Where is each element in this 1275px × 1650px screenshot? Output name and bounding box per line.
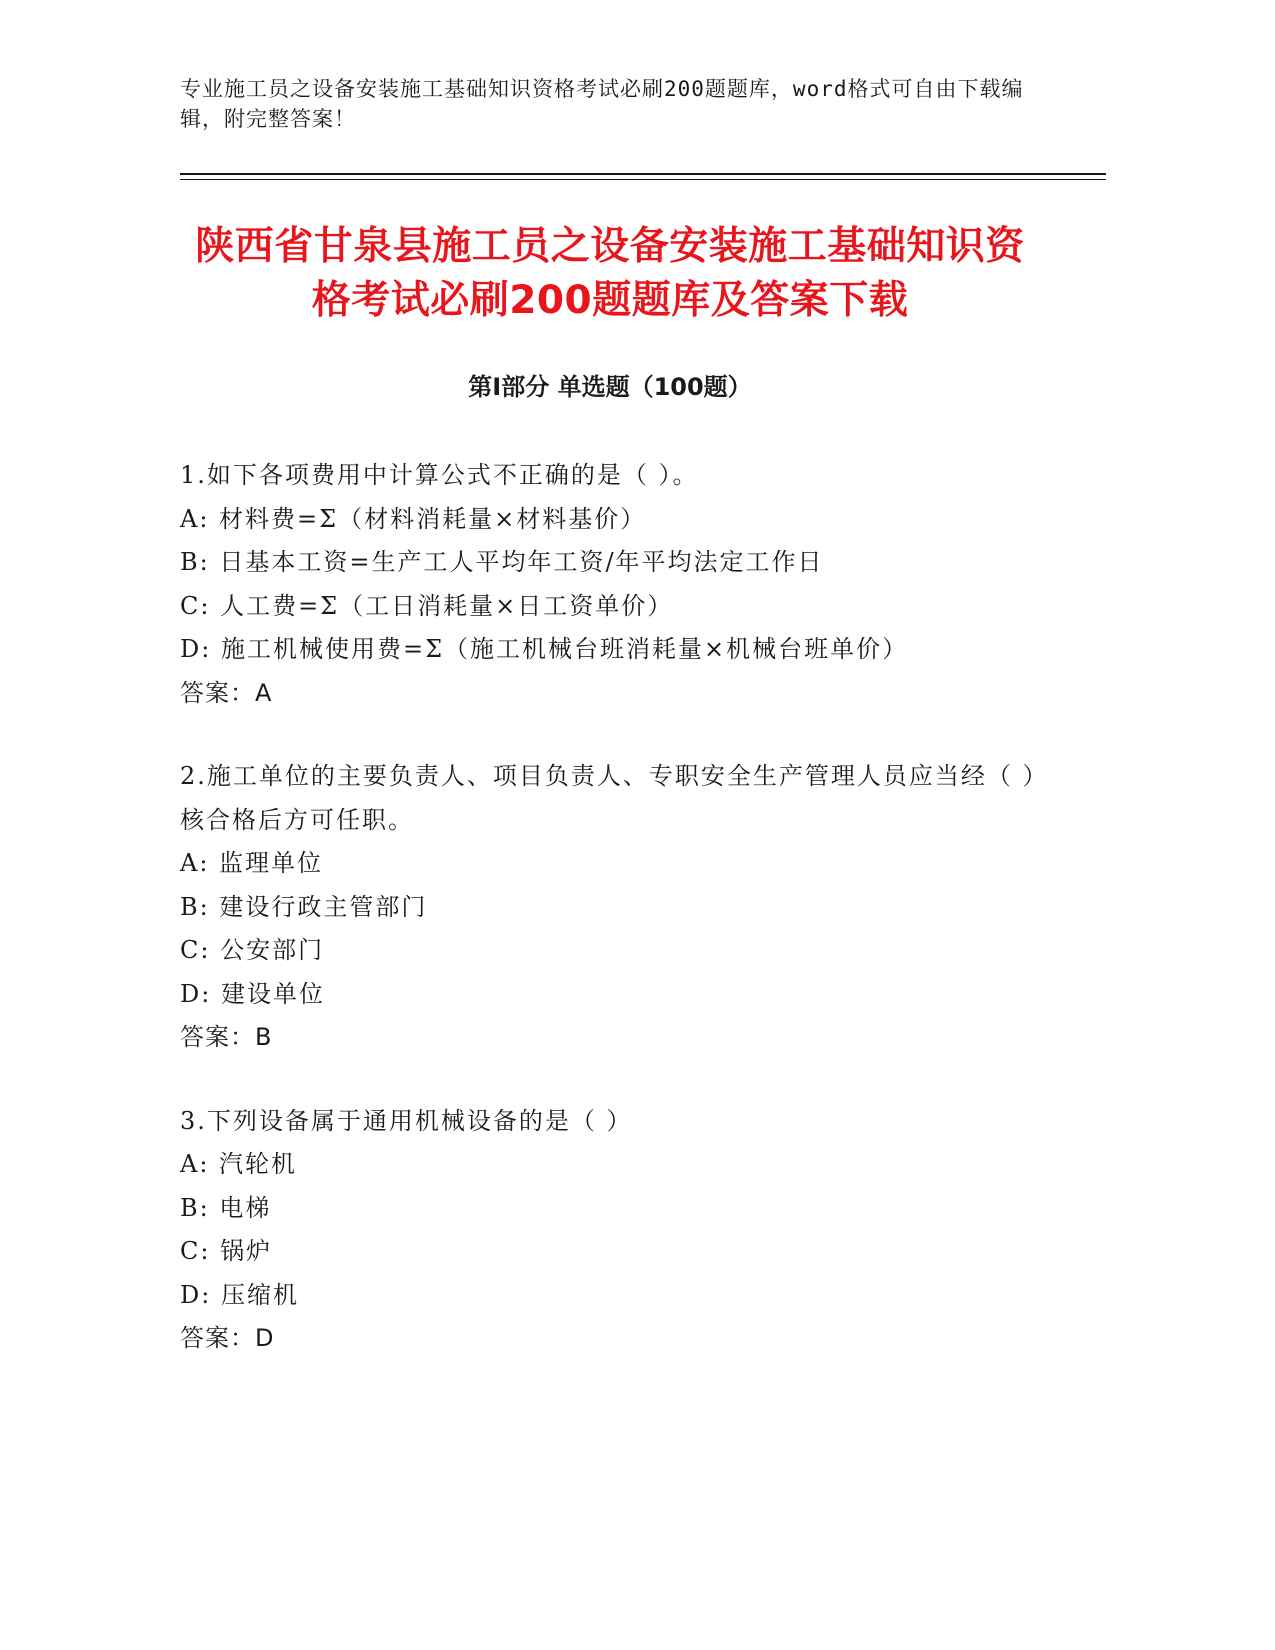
option-c: C: 锅炉: [180, 1237, 273, 1265]
option-b: B: 电梯: [180, 1193, 272, 1222]
question-1: [180, 454, 1040, 715]
question-2: [180, 755, 1040, 1060]
option-a: A: 材料费=Σ（材料消耗量×材料基价）: [180, 504, 647, 533]
answer: 答案：D: [180, 1324, 275, 1352]
option-c: C: 人工费=Σ（工日消耗量×日工资单价）: [180, 591, 674, 620]
option-a: A: 监理单位: [180, 849, 324, 877]
option-d: D: 建设单位: [180, 979, 325, 1008]
option-a: A: 汽轮机: [180, 1150, 298, 1178]
option-d: D: 压缩机: [180, 1280, 299, 1309]
answer: 答案：A: [180, 678, 273, 707]
question-stem: 1.如下各项费用中计算公式不正确的是（ ）。: [180, 461, 699, 489]
question-3: [180, 1100, 1040, 1361]
question-stem: 2.施工单位的主要负责人、项目负责人、专职安全生产管理人员应当经（ ）核合格后方可任职。: [180, 762, 1037, 834]
header-note: 专业施工员之设备安装施工基础知识资格考试必刷200题题库，word格式可自由下载编辑，附完整答案！: [180, 77, 1024, 131]
option-c: C: 公安部门: [180, 936, 325, 964]
option-d: D: 施工机械使用费=Σ（施工机械台班消耗量×机械台班单价）: [180, 635, 909, 663]
document-title: 陕西省甘泉县施工员之设备安装施工基础知识资格考试必刷200题题库及答案下载: [195, 224, 1025, 323]
header-rule-thin: [180, 179, 1106, 180]
section-title: 第Ⅰ部分 单选题（100题）: [468, 373, 752, 401]
header-rule-thick: [180, 173, 1106, 175]
option-b: B: 建设行政主管部门: [180, 892, 428, 921]
answer: 答案：B: [180, 1023, 273, 1051]
question-list: [180, 454, 1040, 1401]
option-b: B: 日基本工资=生产工人平均年工资/年平均法定工作日: [180, 548, 824, 576]
question-stem: 3.下列设备属于通用机械设备的是（ ）: [180, 1106, 633, 1135]
